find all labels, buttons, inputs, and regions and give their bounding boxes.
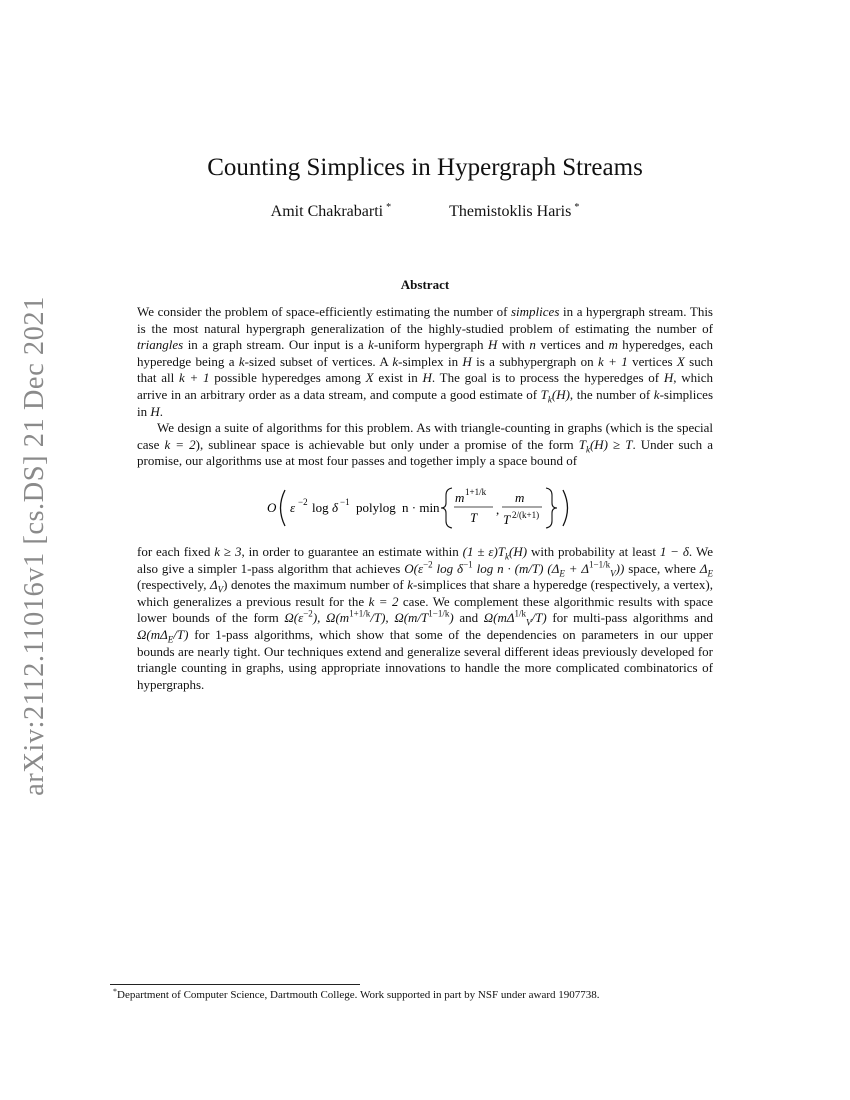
formula-comma: , [496,501,500,517]
footnote-text: Department of Computer Science, Dartmouth College. Work supported in part by NSF under award 1907738. [117,989,600,1001]
footnote-rule [110,984,360,985]
formula-exp: 1+1/k [465,486,487,497]
author-name: Amit Chakrabarti [270,203,384,220]
formula-t: T [470,509,478,525]
arxiv-watermark [14,296,56,796]
formula-exp: −1 [340,496,350,507]
author [449,203,579,221]
abstract-paragraph-3: for each fixed k ≥ 3, in order to guarantee an estimate within $(1 \pm \varepsilon)T_k(H)$ with probability at least 1 − δ. We also give a simpler 1-pass algorithm that achieves $O(\varepsilon^{-2}$ $\log \delta^{-1}$ log n · (m/T) $(\Delta_E + \Delta^{1-1/k}_V)$) space, where $\Delta_E$ (respectively, $\Delta_V$) denotes the maximum number of k-simplices that share a hyperedge (respectively, a vertex), which generalizes a previous result for the k = 2 case. We complement these algorithmic results with space lower bounds of the form $\Omega(\varepsilon^{-2})$, $\Omega(m^{1+1/k}/T)$, $\Omega(m/T^{1-1/k})$ and $\Omega(m\Delta^{1/k}_V/T)$ for multi-pass algorithms and $\Omega(m\Delta_E/T)$ for 1-pass algorithms, which show that some of the dependencies on parameters in our upper bounds are nearly tight. Our techniques extend and generalize several different ideas previously developed for triangle counting in graphs, using appropriate innovations to handle the more complicated combinatorics of hypergraphs. [137,543,714,692]
formula-log: log [312,499,329,515]
abstract-paragraph-2: We design a suite of algorithms for this problem. As with triangle-counting in graphs (which is the special case k = 2), sublinear space is achievable but only under a promise of the form $T_k(H) \ge T$. Under such a promise, our algorithms use at most four passes and together imply a space bound of [137,420,714,469]
formula-epsilon: ε [290,499,296,515]
footnote [113,989,763,1001]
formula-polylog: polylog [356,499,396,515]
footnote-mark: * [113,987,117,996]
author-list [0,203,850,221]
paper-title: Counting Simplices in Hypergraph Streams [207,154,643,181]
formula-m: m [515,489,525,505]
author-mark: * [574,202,580,213]
display-formula [137,482,713,528]
formula-m: m [455,489,465,505]
abstract-paragraph-1: We consider the problem of space-efficiently estimating the number of simplices in a hypergraph stream. This is the most natural hypergraph generalization of the highly-studied problem of estimating the number of triangles in a graph stream. Our input is a k-uniform hypergraph H with n vertices and m hyperedges, each hyperedge being a k-sized subset of vertices. A k-simplex in H is a subhypergraph on k + 1 vertices X such that all k + 1 possible hyperedges among X exist in H. The goal is to process the hyperedges of H, which arrive in an arbitrary order as a data stream, and compute a good estimate of $T_k(H)$, the number of k-simplices in H. [137,304,714,419]
formula-exp: −2 [298,496,308,507]
author-name: Themistoklis Haris [449,203,572,220]
formula-t: T [503,511,511,527]
author-mark: * [386,202,392,213]
formula-big-o: O [267,499,277,515]
abstract-heading: Abstract [400,277,450,292]
abstract-body [137,304,713,693]
author [271,203,391,221]
arxiv-id: arXiv:2112.11016v1 [cs.DS] 21 Dec 2021 [19,296,51,796]
formula-min: n · min [402,499,440,515]
formula-delta: δ [332,499,339,515]
formula-exp: 2/(k+1) [512,509,540,520]
